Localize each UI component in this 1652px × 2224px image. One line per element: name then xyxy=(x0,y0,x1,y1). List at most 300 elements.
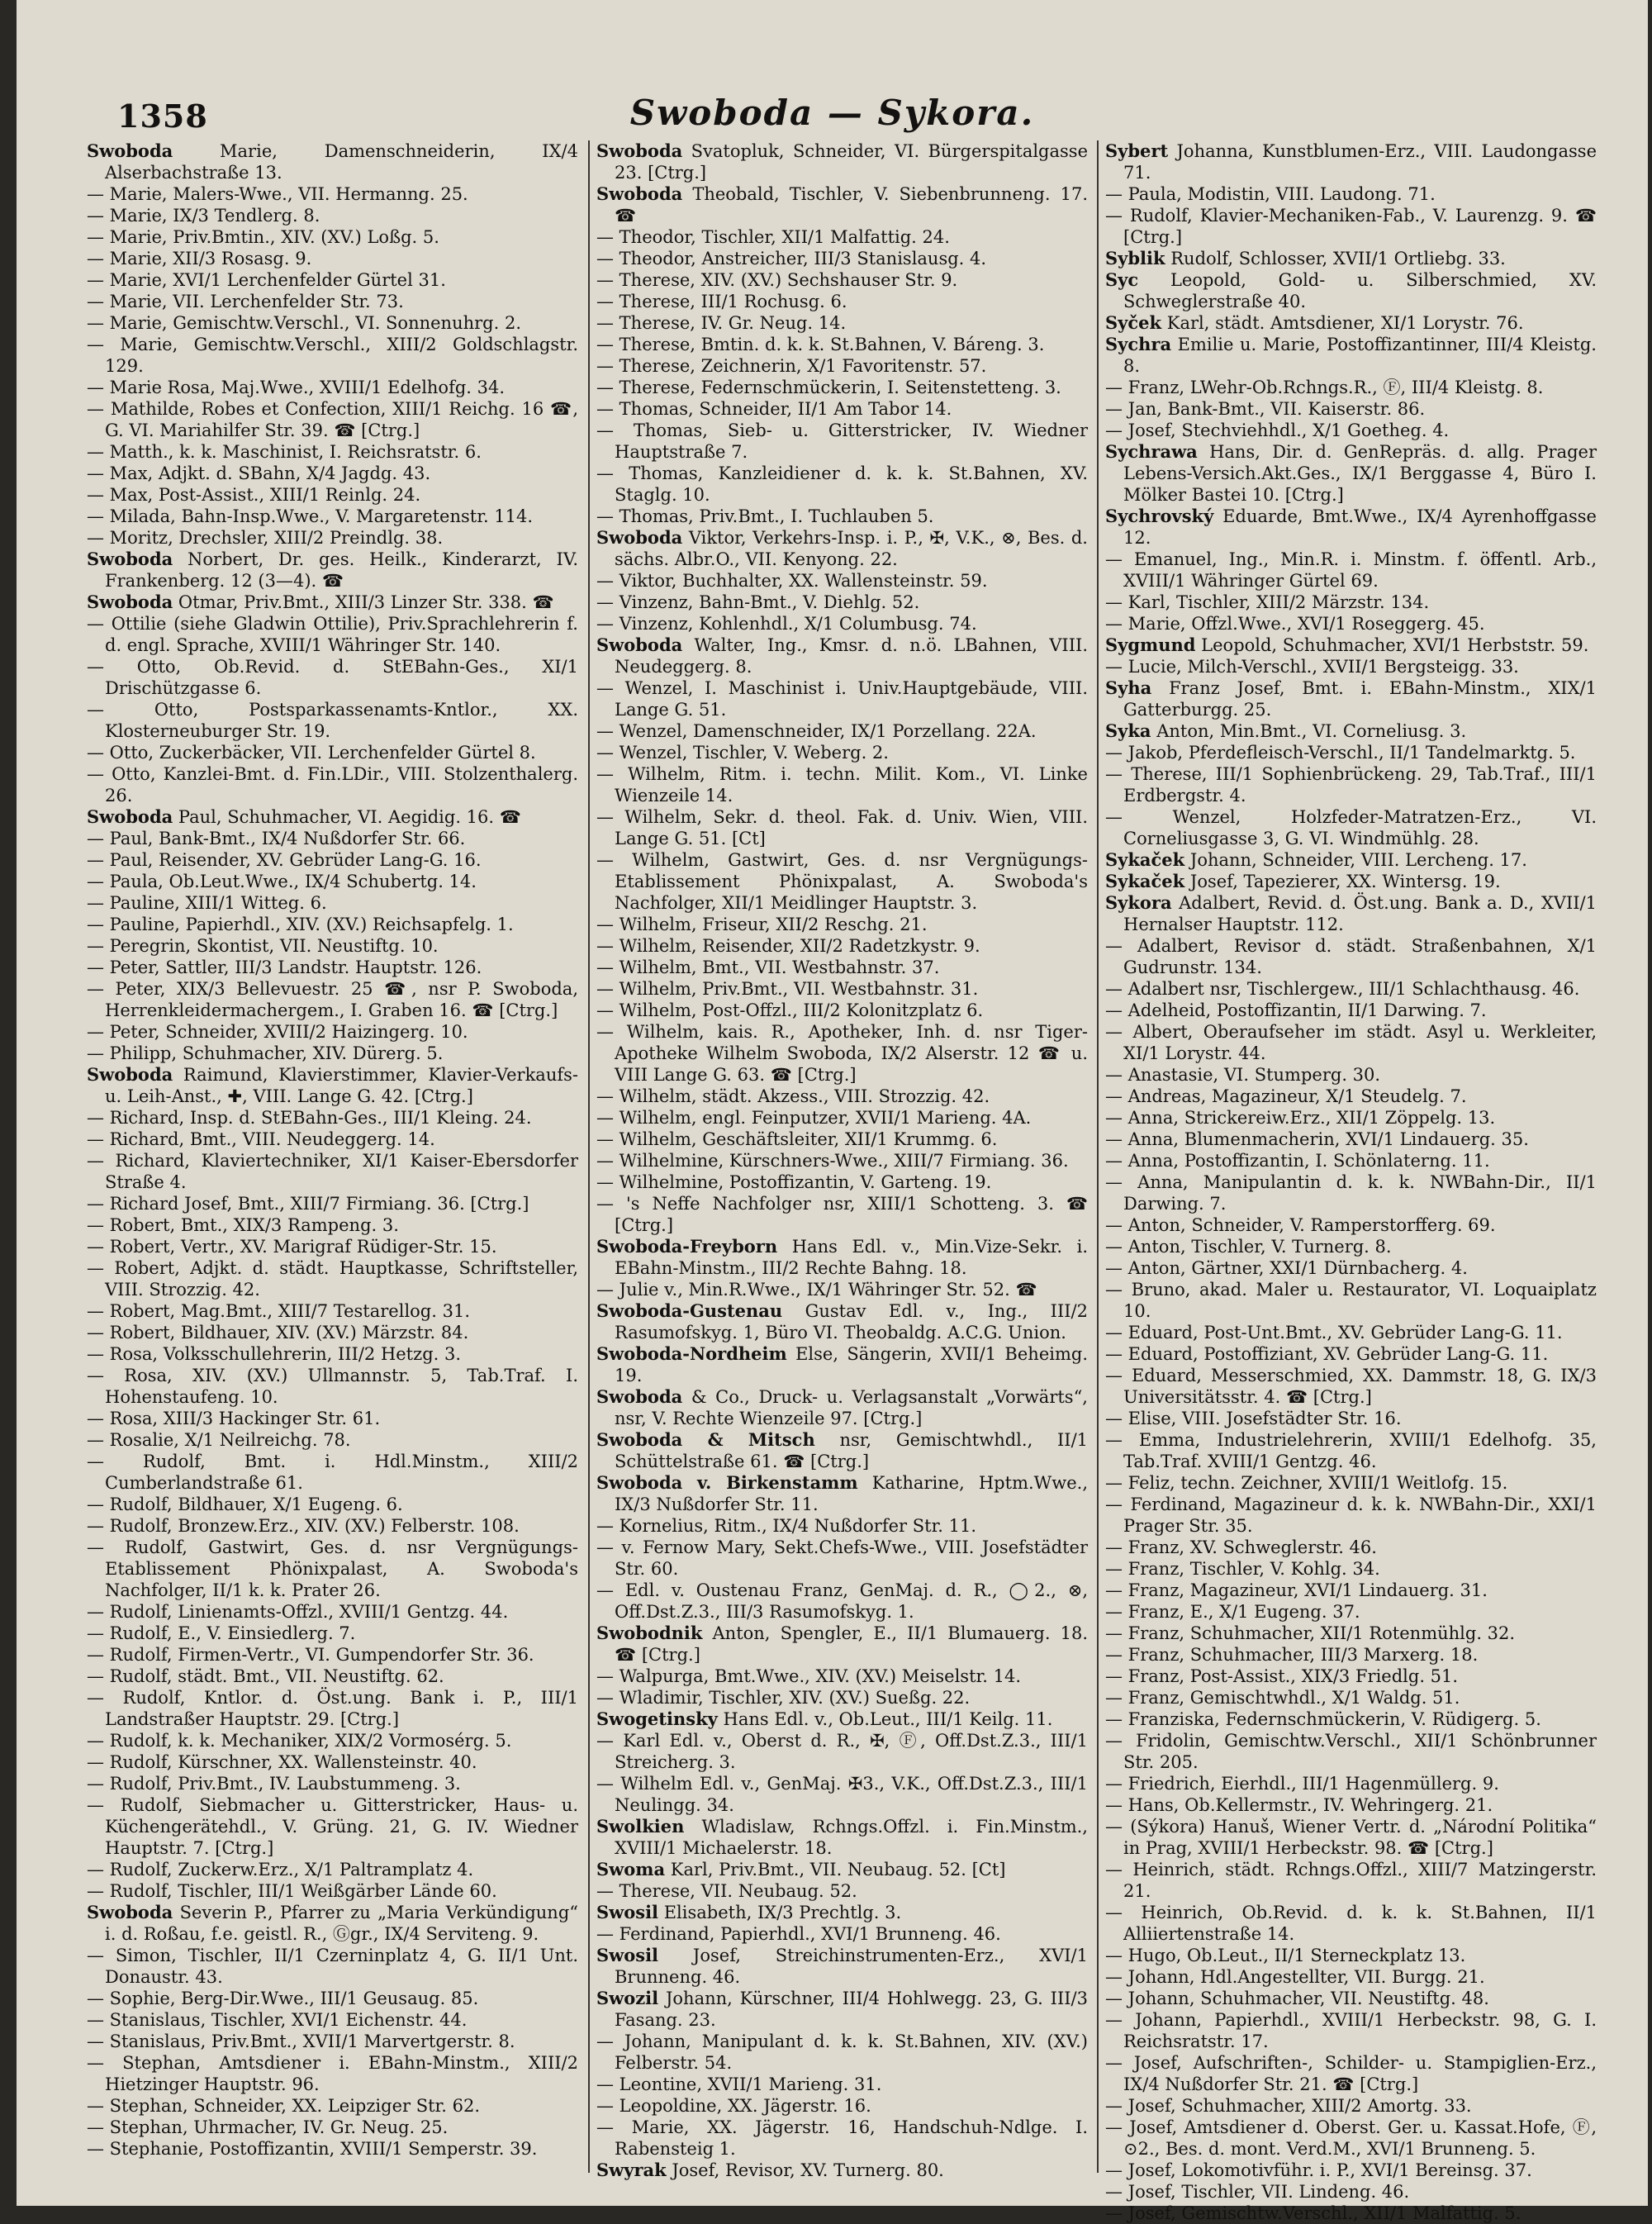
directory-entry xyxy=(596,592,1088,613)
directory-entry xyxy=(87,226,578,248)
directory-entry xyxy=(596,527,1088,570)
entry-text: — Rudolf, Siebmacher u. Gitterstricker, Haus- u. Küchengerätehdl., V. Grüng. 21, G. IV. Wiedner Hauptstr. 7. [Ctrg.] xyxy=(87,1795,578,1858)
directory-entry xyxy=(87,1494,578,1515)
entry-text: — Franz, Gemischtwhdl., X/1 Waldg. 51. xyxy=(1105,1688,1460,1708)
entry-surname: Swoboda xyxy=(596,183,683,204)
entry-text: — Max, Adjkt. d. SBahn, X/4 Jagdg. 43. xyxy=(87,463,431,483)
entry-text: — Wilhelm, Friseur, XII/2 Reschg. 21. xyxy=(596,915,928,934)
entry-text: — Otto, Ob.Revid. d. StEBahn-Ges., XI/1 Drischützgasse 6. xyxy=(87,657,578,698)
entry-text: — Therese, IV. Gr. Neug. 14. xyxy=(596,313,847,333)
entry-text: Josef, Streichinstrumenten-Erz., XVI/1 Brunneng. 46. xyxy=(615,1946,1088,1987)
directory-entry xyxy=(1105,1859,1597,1902)
entry-text: — Stephan, Schneider, XX. Leipziger Str. 62. xyxy=(87,2096,481,2116)
directory-entry xyxy=(1105,1107,1597,1129)
directory-entry xyxy=(1105,398,1597,420)
directory-entry xyxy=(596,2074,1088,2095)
directory-entry xyxy=(1105,1773,1597,1794)
directory-entry xyxy=(1105,441,1597,506)
directory-entry xyxy=(596,1171,1088,1193)
directory-entry xyxy=(87,1988,578,2009)
entry-text: — Richard, Bmt., VIII. Neudeggerg. 14. xyxy=(87,1129,435,1149)
directory-entry xyxy=(87,2095,578,2117)
entry-text: — Wilhelm, Ritm. i. techn. Milit. Kom., VI. Linke Wienzeile 14. xyxy=(596,764,1088,805)
entry-text: — Rosa, XIII/3 Hackinger Str. 61. xyxy=(87,1409,381,1428)
entry-text: — Wilhelm, Reisender, XII/2 Radetzkystr. 9. xyxy=(596,936,980,956)
directory-entry xyxy=(596,806,1088,849)
entry-text: — Josef, Lokomotivführ. i. P., XVI/1 Bereinsg. 37. xyxy=(1105,2160,1532,2180)
directory-entry xyxy=(1105,1687,1597,1708)
entry-text: — Fridolin, Gemischtw.Verschl., XII/1 Schönbrunner Str. 205. xyxy=(1105,1731,1597,1772)
entry-text: — Karl Edl. v., Oberst d. R., ✠, Ⓕ, Off.Dst.Z.3., III/1 Streicherg. 3. xyxy=(596,1731,1088,1772)
entry-text: — Robert, Mag.Bmt., XIII/7 Testarellog. 31. xyxy=(87,1301,470,1321)
entry-text: — Therese, Bmtin. d. k. k. St.Bahnen, V. Báreng. 3. xyxy=(596,335,1045,354)
entry-text: — Stanislaus, Priv.Bmt., XVII/1 Marvertgerstr. 8. xyxy=(87,2032,515,2051)
directory-entry xyxy=(87,763,578,806)
entry-text: — Thomas, Kanzleidiener d. k. k. St.Bahnen, XV. Staglg. 10. xyxy=(596,463,1088,505)
directory-entry xyxy=(1105,1816,1597,1859)
entry-text: — v. Fernow Mary, Sekt.Chefs-Wwe., VIII. Josefstädter Str. 60. xyxy=(596,1537,1088,1579)
entry-text: — Philipp, Schuhmacher, XIV. Dürerg. 5. xyxy=(87,1043,444,1063)
directory-entry xyxy=(87,2117,578,2138)
entry-text: — Pauline, XIII/1 Witteg. 6. xyxy=(87,893,327,913)
directory-entry xyxy=(87,549,578,592)
directory-entry xyxy=(1105,1257,1597,1279)
entry-text: — Johann, Papierhdl., XVIII/1 Herbeckstr. 98, G. I. Reichsratstr. 17. xyxy=(1105,2010,1597,2051)
directory-entry xyxy=(87,463,578,484)
directory-entry xyxy=(87,1236,578,1257)
entry-text: — Hans, Ob.Kellermstr., IV. Wehringerg. 21. xyxy=(1105,1795,1493,1815)
directory-entry xyxy=(1105,1558,1597,1580)
directory-entry xyxy=(1105,763,1597,806)
directory-entry xyxy=(87,312,578,334)
directory-entry xyxy=(87,527,578,549)
directory-entry xyxy=(596,978,1088,1000)
directory-entry xyxy=(1105,2009,1597,2052)
directory-entry xyxy=(1105,634,1597,656)
entry-text: — Franz, XV. Schweglerstr. 46. xyxy=(1105,1537,1377,1557)
directory-entry xyxy=(1105,935,1597,978)
directory-entry xyxy=(596,140,1088,183)
entry-text: — Matth., k. k. Maschinist, I. Reichsratstr. 6. xyxy=(87,442,482,462)
entry-text: Severin P., Pfarrer zu „Maria Verkündigung“ i. d. Roßau, f.e. geistl. R., Ⓖgr., IX/4 Serviteng. 9. xyxy=(105,1903,578,1944)
directory-entry xyxy=(87,205,578,226)
entry-text: Johann, Schneider, VIII. Lercheng. 17. xyxy=(1184,850,1527,870)
entry-text: Katharine, Hptm.Wwe., IX/3 Nußdorfer Str. 11. xyxy=(615,1473,1088,1514)
directory-entry xyxy=(87,1365,578,1408)
entry-surname: Swoboda xyxy=(87,592,173,612)
entry-text: — Hugo, Ob.Leut., II/1 Sterneckplatz 13. xyxy=(1105,1946,1466,1965)
directory-entry xyxy=(1105,2095,1597,2117)
directory-entry xyxy=(596,1300,1088,1343)
directory-entry xyxy=(1105,506,1597,549)
directory-entry xyxy=(1105,1945,1597,1966)
directory-entry xyxy=(1105,1236,1597,1257)
entry-surname: Swoboda xyxy=(596,634,683,655)
entry-text: — Albert, Oberaufseher im städt. Asyl u. Werkleiter, XI/1 Lorystr. 44. xyxy=(1105,1022,1597,1063)
directory-entry xyxy=(1105,2203,1597,2224)
entry-text: — Richard, Klaviertechniker, XI/1 Kaiser-Ebersdorfer Straße 4. xyxy=(87,1151,578,1192)
entry-text: — Karl, Tischler, XIII/2 Märzstr. 134. xyxy=(1105,592,1430,612)
directory-entry xyxy=(1105,1150,1597,1171)
directory-entry xyxy=(596,226,1088,248)
directory-entry xyxy=(87,183,578,205)
directory-entry xyxy=(596,1730,1088,1773)
directory-entry xyxy=(87,1129,578,1150)
entry-text: Karl, städt. Amtsdiener, XI/1 Lorystr. 76. xyxy=(1161,313,1524,333)
entry-text: — Thomas, Sieb- u. Gitterstricker, IV. Wiedner Hauptstraße 7. xyxy=(596,421,1088,462)
entry-surname: Syblik xyxy=(1105,248,1165,268)
entry-surname: Swozil xyxy=(596,1988,659,2008)
entry-text: — Rudolf, Kntlor. d. Öst.ung. Bank i. P., III/1 Landstraßer Hauptstr. 29. [Ctrg.] xyxy=(87,1688,578,1729)
directory-entry xyxy=(1105,742,1597,763)
entry-text: — Peter, XIX/3 Bellevuestr. 25 ☎, nsr P. Swoboda, Herrenkleidermachergem., I. Graben 16. ☎ [Ctrg.] xyxy=(87,979,578,1020)
entry-surname: Swoboda-Gustenau xyxy=(596,1300,783,1321)
directory-entry xyxy=(1105,1279,1597,1322)
entry-text: — Franz, E., X/1 Eugeng. 37. xyxy=(1105,1602,1360,1622)
entry-text: — Vinzenz, Kohlenhdl., X/1 Columbusg. 74. xyxy=(596,614,977,634)
entry-text: — Therese, VII. Neubaug. 52. xyxy=(596,1881,857,1901)
directory-entry xyxy=(87,1322,578,1343)
directory-entry xyxy=(596,1193,1088,1236)
entry-text: — Peregrin, Skontist, VII. Neustiftg. 10. xyxy=(87,936,439,956)
directory-entry xyxy=(596,334,1088,355)
directory-entry xyxy=(596,677,1088,720)
entry-text: — Therese, Zeichnerin, X/1 Favoritenstr. 57. xyxy=(596,356,987,376)
entry-text: — Jan, Bank-Bmt., VII. Kaiserstr. 86. xyxy=(1105,399,1426,419)
directory-entry xyxy=(1105,1537,1597,1558)
directory-entry xyxy=(1105,2160,1597,2181)
directory-entry xyxy=(596,1623,1088,1666)
directory-entry xyxy=(596,1150,1088,1171)
entry-text: — Johann, Schuhmacher, VII. Neustiftg. 48. xyxy=(1105,1989,1489,2008)
directory-entry xyxy=(87,1043,578,1064)
entry-text: — Rudolf, Tischler, III/1 Weißgärber Lände 60. xyxy=(87,1881,497,1901)
directory-entry xyxy=(596,1279,1088,1300)
entry-text: — Wilhelm, Geschäftsleiter, XII/1 Krummg. 6. xyxy=(596,1129,998,1149)
entry-text: — Anna, Postoffizantin, I. Schönlaterng. 11. xyxy=(1105,1151,1490,1171)
entry-text: — Rudolf, Bronzew.Erz., XIV. (XV.) Felberstr. 108. xyxy=(87,1516,520,1536)
entry-surname: Syc xyxy=(1105,269,1139,290)
entry-text: Emilie u. Marie, Postoffizantinner, III/4 Kleistg. 8. xyxy=(1123,335,1597,376)
entry-text: — Marie, XX. Jägerstr. 16, Handschuh-Ndlge. I. Rabensteig 1. xyxy=(596,2117,1088,2159)
directory-entry xyxy=(596,1687,1088,1708)
directory-entry xyxy=(1105,1988,1597,2009)
entry-text: — Wladimir, Tischler, XIV. (XV.) Sueßg. 22. xyxy=(596,1688,971,1708)
entry-text: — Viktor, Buchhalter, XX. Wallensteinstr. 59. xyxy=(596,571,988,591)
directory-entry xyxy=(1105,806,1597,849)
directory-entry xyxy=(1105,871,1597,892)
entry-text: — Josef, Aufschriften-, Schilder- u. Stampiglien-Erz., IX/4 Nußdorfer Str. 21. ☎ [Ctrg.] xyxy=(1105,2053,1597,2094)
entry-text: — Feliz, techn. Zeichner, XVIII/1 Weitlofg. 15. xyxy=(1105,1473,1508,1493)
directory-entry xyxy=(87,484,578,506)
directory-entry xyxy=(1105,334,1597,377)
entry-surname: Swoboda xyxy=(87,806,173,827)
entry-text: — Anton, Gärtner, XXI/1 Dürnbacherg. 4. xyxy=(1105,1258,1468,1278)
entry-text: — Stephanie, Postoffizantin, XVIII/1 Semperstr. 39. xyxy=(87,2139,538,2159)
directory-entry xyxy=(87,1150,578,1193)
directory-entry xyxy=(1105,1064,1597,1086)
entry-text: — Wenzel, Damenschneider, IX/1 Porzellang. 22A. xyxy=(596,721,1037,741)
entry-surname: Swoboda-Nordheim xyxy=(596,1343,787,1364)
entry-text: — Johann, Manipulant d. k. k. St.Bahnen, XIV. (XV.) Felberstr. 54. xyxy=(596,2032,1088,2073)
entry-text: — Marie, XII/3 Rosasg. 9. xyxy=(87,249,312,268)
entry-text: Franz Josef, Bmt. i. EBahn-Minstm., XIX/1 Gatterburgg. 25. xyxy=(1123,678,1597,720)
entry-text: — Anton, Tischler, V. Turnerg. 8. xyxy=(1105,1237,1392,1257)
directory-entry xyxy=(1105,248,1597,269)
entry-text: — Wilhelm, kais. R., Apotheker, Inh. d. nsr Tiger-Apotheke Wilhelm Swoboda, IX/2 Alserstr. 12 ☎ u. VIII Lange G. 63. ☎ [Ctrg.] xyxy=(596,1022,1088,1085)
directory-entry xyxy=(1105,1322,1597,1343)
entry-text: — 's Neffe Nachfolger nsr, XIII/1 Schotteng. 3. ☎ [Ctrg.] xyxy=(596,1194,1088,1235)
entry-text: — Robert, Bmt., XIX/3 Rampeng. 3. xyxy=(87,1215,399,1235)
entry-text: — Wilhelm, Bmt., VII. Westbahnstr. 37. xyxy=(596,958,940,977)
directory-entry xyxy=(87,334,578,377)
entry-surname: Swobodnik xyxy=(596,1623,703,1643)
entry-surname: Syha xyxy=(1105,677,1152,698)
directory-entry xyxy=(87,957,578,978)
directory-entry xyxy=(1105,1129,1597,1150)
directory-entry xyxy=(596,1000,1088,1021)
entry-text: — Wilhelm Edl. v., GenMaj. ✠3., V.K., Off.Dst.Z.3., III/1 Neulingg. 34. xyxy=(596,1774,1088,1815)
directory-entry xyxy=(596,2031,1088,2074)
directory-entry xyxy=(1105,1408,1597,1429)
entry-surname: Swoma xyxy=(596,1859,666,1879)
entry-text: — Walpurga, Bmt.Wwe., XIV. (XV.) Meiselstr. 14. xyxy=(596,1666,1021,1686)
entry-text: — Bruno, akad. Maler u. Restaurator, VI. Loquaiplatz 10. xyxy=(1105,1280,1597,1321)
directory-entry xyxy=(596,570,1088,592)
entry-text: — Ferdinand, Papierhdl., XVI/1 Brunneng. 46. xyxy=(596,1924,1001,1944)
entry-text: — Paula, Modistin, VIII. Laudong. 71. xyxy=(1105,184,1436,204)
directory-entry xyxy=(87,1773,578,1794)
directory-entry xyxy=(596,1515,1088,1537)
directory-entry xyxy=(87,398,578,441)
entry-text: — Stephan, Amtsdiener i. EBahn-Minstm., XIII/2 Hietzinger Hauptstr. 96. xyxy=(87,2053,578,2094)
entry-text: — Mathilde, Robes et Confection, XIII/1 Reichg. 16 ☎, G. VI. Mariahilfer Str. 39. ☎ [Ctrg.] xyxy=(87,399,578,440)
directory-entry xyxy=(87,1794,578,1859)
directory-entry xyxy=(87,2031,578,2052)
directory-entry xyxy=(596,1021,1088,1086)
entry-text: Theobald, Tischler, V. Siebenbrunneng. 17. ☎ xyxy=(615,184,1088,226)
directory-entry xyxy=(87,140,578,183)
entry-text: — Eduard, Postoffiziant, XV. Gebrüder Lang-G. 11. xyxy=(1105,1344,1549,1364)
entry-text: — Marie, Malers-Wwe., VII. Hermanng. 25. xyxy=(87,184,468,204)
entry-text: — Therese, Federnschmückerin, I. Seitenstetteng. 3. xyxy=(596,378,1061,397)
entry-text: — Rosalie, X/1 Neilreichg. 78. xyxy=(87,1430,351,1450)
entry-text: — Josef, Schuhmacher, XIII/2 Amortg. 33. xyxy=(1105,2096,1472,2116)
directory-entry xyxy=(596,291,1088,312)
directory-entry xyxy=(596,248,1088,269)
entry-surname: Sychrawa xyxy=(1105,441,1198,462)
directory-entry xyxy=(1105,312,1597,334)
directory-entry xyxy=(1105,1494,1597,1537)
entry-text: — Paula, Ob.Leut.Wwe., IX/4 Schubertg. 14. xyxy=(87,872,477,891)
directory-entry xyxy=(596,1343,1088,1386)
directory-entry xyxy=(87,1214,578,1236)
directory-entry xyxy=(1105,2181,1597,2203)
entry-text: Elisabeth, IX/3 Prechtlg. 3. xyxy=(658,1903,902,1922)
entry-text: — Friedrich, Eierhdl., III/1 Hagenmüllerg. 9. xyxy=(1105,1774,1499,1794)
entry-text: — Wilhelm, Post-Offzl., III/2 Kolonitzplatz 6. xyxy=(596,1000,984,1020)
entry-text: — Adalbert, Revisor d. städt. Straßenbahnen, X/1 Gudrunstr. 134. xyxy=(1105,936,1597,977)
entry-text: — Heinrich, Ob.Revid. d. k. k. St.Bahnen, II/1 Alliiertenstraße 14. xyxy=(1105,1903,1597,1944)
directory-entry xyxy=(87,1515,578,1537)
entry-text: — Stephan, Uhrmacher, IV. Gr. Neug. 25. xyxy=(87,2117,449,2137)
directory-entry xyxy=(1105,1666,1597,1687)
entry-text: — Wilhelm, städt. Akzess., VIII. Strozzig. 42. xyxy=(596,1086,990,1106)
directory-entry xyxy=(596,935,1088,957)
directory-entry xyxy=(596,1816,1088,1859)
page-number: 1358 xyxy=(117,97,208,135)
entry-text: — Franz, Tischler, V. Kohlg. 34. xyxy=(1105,1559,1380,1579)
entry-text: — Peter, Sattler, III/3 Landstr. Hauptstr. 126. xyxy=(87,958,482,977)
entry-text: — Peter, Schneider, XVIII/2 Haizingerg. 10. xyxy=(87,1022,468,1042)
entry-text: — Robert, Bildhauer, XIV. (XV.) Märzstr. 84. xyxy=(87,1323,469,1342)
entry-text: — Andreas, Magazineur, X/1 Steudelg. 7. xyxy=(1105,1086,1467,1106)
entry-text: Johanna, Kunstblumen-Erz., VIII. Laudongasse 71. xyxy=(1123,141,1597,183)
entry-text: Svatopluk, Schneider, VI. Bürgerspitalgasse 23. [Ctrg.] xyxy=(615,141,1088,183)
directory-entry xyxy=(1105,1000,1597,1021)
directory-page xyxy=(17,0,1648,2223)
directory-entry xyxy=(596,914,1088,935)
entry-text: — Max, Post-Assist., XIII/1 Reinlg. 24. xyxy=(87,485,421,505)
entry-text: — Wilhelm, Gastwirt, Ges. d. nsr Vergnügungs-Etablissement Phönixpalast, A. Swoboda's Nachfolger, XII/1 Meidlinger Hauptstr. 3. xyxy=(596,850,1088,913)
entry-text: — Franz, Schuhmacher, XII/1 Rotenmühlg. 32. xyxy=(1105,1623,1516,1643)
entry-surname: Sychra xyxy=(1105,334,1172,354)
entry-text: — Paul, Reisender, XV. Gebrüder Lang-G. 16. xyxy=(87,850,482,870)
entry-text: Rudolf, Schlosser, XVII/1 Ortliebg. 33. xyxy=(1165,249,1506,268)
entry-text: — Edl. v. Oustenau Franz, GenMaj. d. R., ◯2., ⊗, Off.Dst.Z.3., III/3 Rasumofskyg. 1. xyxy=(596,1580,1088,1622)
directory-entry xyxy=(1105,892,1597,935)
running-head: Swoboda — Sykora. xyxy=(629,93,1035,133)
directory-entry xyxy=(1105,1365,1597,1408)
entry-text: — Rudolf, Gastwirt, Ges. d. nsr Vergnügungs-Etablissement Phönixpalast, A. Swoboda's Nachfolger, II/1 k. k. Prater 26. xyxy=(87,1537,578,1600)
entry-text: — Wilhelm, Sekr. d. theol. Fak. d. Univ. Wien, VIII. Lange G. 51. [Ct] xyxy=(596,807,1088,848)
directory-entry xyxy=(596,1988,1088,2031)
directory-entry xyxy=(1105,720,1597,742)
entry-text: — (Sýkora) Hanuš, Wiener Vertr. d. „Národní Politika“ in Prag, XVIII/1 Herbeckstr. 98. ☎ [Ctrg.] xyxy=(1105,1817,1597,1858)
entry-text: — Adalbert nsr, Tischlergew., III/1 Schlachthausg. 46. xyxy=(1105,979,1580,999)
directory-entry xyxy=(596,506,1088,527)
directory-entry xyxy=(1105,1021,1597,1064)
entry-text: — Heinrich, städt. Rchngs.Offzl., XIII/7 Matzingerstr. 21. xyxy=(1105,1860,1597,1901)
directory-entry xyxy=(1105,1086,1597,1107)
directory-entry xyxy=(596,613,1088,634)
entry-surname: Swoboda xyxy=(87,1064,173,1085)
entry-text: — Robert, Adjkt. d. städt. Hauptkasse, Schriftsteller, VIII. Strozzig. 42. xyxy=(87,1258,578,1300)
entry-text: — Stanislaus, Tischler, XVI/1 Eichenstr. 44. xyxy=(87,2010,468,2030)
entry-text: — Wilhelm, engl. Feinputzer, XVII/1 Marieng. 4A. xyxy=(596,1108,1032,1128)
entry-text: — Otto, Zuckerbäcker, VII. Lerchenfelder Gürtel 8. xyxy=(87,743,536,763)
entry-text: Hans Edl. v., Min.Vize-Sekr. i. EBahn-Minstm., III/2 Rechte Bahng. 18. xyxy=(615,1237,1088,1278)
entry-text: — Franz, LWehr-Ob.Rchngs.R., Ⓕ, III/4 Kleistg. 8. xyxy=(1105,378,1544,397)
directory-entry xyxy=(87,978,578,1021)
entry-text: Leopold, Gold- u. Silberschmied, XV. Schweglerstraße 40. xyxy=(1123,270,1597,311)
entry-text: — Josef, Gemischtw.Verschl., XII/1 Malfattig. 5. xyxy=(1105,2203,1521,2223)
entry-surname: Swogetinsky xyxy=(596,1708,718,1729)
entry-text: — Franz, Magazineur, XVI/1 Lindauerg. 31. xyxy=(1105,1580,1488,1600)
directory-entry xyxy=(87,1107,578,1129)
directory-entry xyxy=(596,1923,1088,1945)
directory-entry xyxy=(1105,978,1597,1000)
entry-text: — Franziska, Federnschmückerin, V. Rüdigerg. 5. xyxy=(1105,1709,1541,1729)
entry-text: Johann, Kürschner, III/4 Hohlwegg. 23, G. III/3 Fasang. 23. xyxy=(615,1989,1088,2030)
entry-surname: Swolkien xyxy=(596,1816,685,1837)
directory-entry xyxy=(87,1064,578,1107)
entry-text: — Elise, VIII. Josefstädter Str. 16. xyxy=(1105,1409,1402,1428)
directory-entry xyxy=(596,463,1088,506)
entry-surname: Syka xyxy=(1105,720,1151,741)
directory-entry xyxy=(596,1859,1088,1880)
directory-entry xyxy=(596,1708,1088,1730)
entry-text: — Marie, IX/3 Tendlerg. 8. xyxy=(87,206,320,226)
entry-text: — Rudolf, Priv.Bmt., IV. Laubstummeng. 3. xyxy=(87,1774,461,1794)
directory-entry xyxy=(87,1902,578,1945)
entry-text: Viktor, Verkehrs-Insp. i. P., ✠, V.K., ⊗, Bes. d. sächs. Albr.O., VII. Kenyong. 22. xyxy=(615,528,1088,569)
directory-entry xyxy=(596,1902,1088,1923)
directory-entry xyxy=(87,1300,578,1322)
entry-text: Josef, Tapezierer, XX. Wintersg. 19. xyxy=(1184,872,1501,891)
directory-entry xyxy=(87,1730,578,1751)
entry-text: — Marie Rosa, Maj.Wwe., XVIII/1 Edelhofg. 34. xyxy=(87,378,506,397)
entry-text: — Wilhelmine, Kürschners-Wwe., XIII/7 Firmiang. 36. xyxy=(596,1151,1069,1171)
entry-text: Adalbert, Revid. d. Öst.ung. Bank a. D., XVII/1 Hernalser Hauptstr. 112. xyxy=(1123,893,1597,934)
entry-text: Gustav Edl. v., Ing., III/2 Rasumofskyg. 1, Büro VI. Theobaldg. A.C.G. Union. xyxy=(615,1301,1088,1342)
entry-text: Eduarde, Bmt.Wwe., IX/4 Ayrenhoffgasse 12. xyxy=(1123,506,1597,548)
entry-text: Paul, Schuhmacher, VI. Aegidig. 16. ☎ xyxy=(173,807,521,827)
directory-entry xyxy=(1105,1429,1597,1472)
directory-entry xyxy=(87,2052,578,2095)
directory-entry xyxy=(596,720,1088,742)
entry-text: — Eduard, Post-Unt.Bmt., XV. Gebrüder Lang-G. 11. xyxy=(1105,1323,1563,1342)
directory-entry xyxy=(87,1880,578,1902)
directory-entry xyxy=(1105,2052,1597,2095)
directory-entry xyxy=(87,2009,578,2031)
entry-text: — Rudolf, Firmen-Vertr., VI. Gumpendorfer Str. 36. xyxy=(87,1645,534,1665)
directory-entry xyxy=(596,183,1088,226)
entry-text: — Marie, VII. Lerchenfelder Str. 73. xyxy=(87,292,404,311)
directory-entry xyxy=(87,377,578,398)
entry-text: — Rosa, XIV. (XV.) Ullmannstr. 5, Tab.Traf. I. Hohenstaufeng. 10. xyxy=(87,1366,578,1407)
entry-text: — Rudolf, Kürschner, XX. Wallensteinstr. 40. xyxy=(87,1752,477,1772)
directory-entry xyxy=(596,634,1088,677)
entry-text: — Wilhelm, Priv.Bmt., VII. Westbahnstr. 31. xyxy=(596,979,979,999)
entry-text: — Thomas, Priv.Bmt., I. Tuchlauben 5. xyxy=(596,506,934,526)
directory-entry xyxy=(1105,1580,1597,1601)
entry-text: — Josef, Amtsdiener d. Oberst. Ger. u. Kassat.Hofe, Ⓕ, ⊙2., Bes. d. mont. Verd.M., XVI/1 Brunneng. 5. xyxy=(1105,2117,1597,2159)
entry-text: — Therese, III/1 Sophienbrückeng. 29, Tab.Traf., III/1 Erdbergstr. 4. xyxy=(1105,764,1597,805)
directory-entry xyxy=(596,1086,1088,1107)
column-1 xyxy=(87,140,578,2181)
directory-entry xyxy=(87,1021,578,1043)
directory-entry xyxy=(1105,849,1597,871)
directory-entry xyxy=(596,1880,1088,1902)
entry-surname: Swosil xyxy=(596,1945,659,1965)
directory-entry xyxy=(87,828,578,849)
directory-entry xyxy=(1105,1343,1597,1365)
entry-text: — Emanuel, Ing., Min.R. i. Minstm. f. öffentl. Arb., XVIII/1 Währinger Gürtel 69. xyxy=(1105,549,1597,591)
entry-text: — Theodor, Tischler, XII/1 Malfattig. 24. xyxy=(596,227,950,247)
entry-text: — Pauline, Papierhdl., XIV. (XV.) Reichsapfelg. 1. xyxy=(87,915,514,934)
directory-entry xyxy=(1105,592,1597,613)
directory-entry xyxy=(596,269,1088,291)
entry-text: — Rudolf, Klavier-Mechaniken-Fab., V. Laurenzg. 9. ☎ [Ctrg.] xyxy=(1105,206,1597,247)
directory-entry xyxy=(1105,269,1597,312)
entry-text: — Vinzenz, Bahn-Bmt., V. Diehlg. 52. xyxy=(596,592,920,612)
directory-entry xyxy=(87,1601,578,1623)
directory-entry xyxy=(87,656,578,699)
entry-text: Walter, Ing., Kmsr. d. n.ö. LBahnen, VIII. Neudeggerg. 8. xyxy=(615,635,1088,677)
entry-surname: Sykaček xyxy=(1105,849,1185,870)
entry-text: — Rosa, Volksschullehrerin, III/2 Hetzg. 3. xyxy=(87,1344,462,1364)
